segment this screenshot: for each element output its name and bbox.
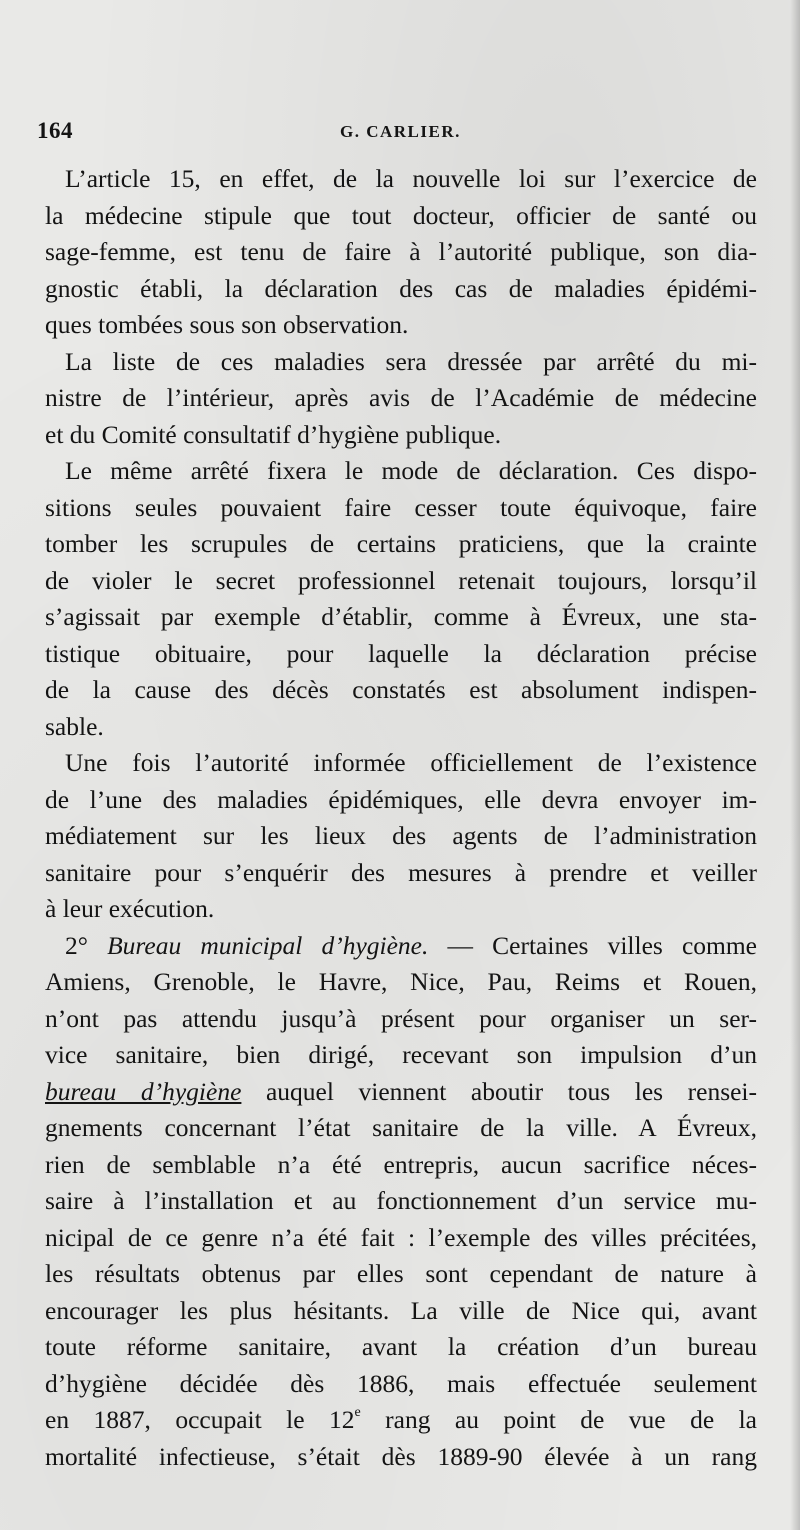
text-line xyxy=(45,1402,757,1439)
section-title: Bureau municipal d’hygiène. xyxy=(107,930,429,960)
text-line: encourager les plus hésitants. La ville de Nice qui, avant xyxy=(45,1295,757,1325)
text-line: mortalité infectieuse, s’était dès 1889-90 élevée à un rang xyxy=(45,1441,757,1471)
page-header xyxy=(37,118,757,148)
text-line: gnostic établi, la déclaration des cas de maladies épidémi- xyxy=(45,273,757,303)
text-line: de violer le secret professionnel retenait toujours, lorsqu’il xyxy=(45,565,757,595)
text-line: vice sanitaire, bien dirigé, recevant son impulsion d’un xyxy=(45,1040,757,1069)
text-line: nistre de l’intérieur, après avis de l’Académie de médecine xyxy=(45,383,757,412)
text-line: à leur exécution. xyxy=(45,894,215,923)
text-line xyxy=(45,1074,757,1111)
text-line: sable. xyxy=(45,711,104,741)
text-line: d’hygiène décidée dès 1886, mais effectuée seulement xyxy=(45,1368,757,1398)
text-line: toute réforme sanitaire, avant la création d’un bureau xyxy=(45,1332,757,1361)
text-line: Le même arrêté fixera le mode de déclaration. Ces dispo- xyxy=(65,456,757,485)
running-head: G. CARLIER. xyxy=(340,122,461,141)
text-line: médiatement sur les lieux des agents de l’administration xyxy=(45,821,757,850)
text-line: sage-femme, est tenu de faire à l’autorité publique, son dia- xyxy=(45,237,757,266)
text-line: les résultats obtenus par elles sont cependant de nature à xyxy=(45,1259,757,1288)
superscript: e xyxy=(354,1405,361,1420)
text-line: gnements concernant l’état sanitaire de la ville. A Évreux, xyxy=(45,1113,757,1142)
text-line: Une fois l’autorité informée officiellement de l’existence xyxy=(65,748,757,777)
section-heading-line xyxy=(45,928,757,965)
text-line: de la cause des décès constatés est absolument indispen- xyxy=(45,675,757,704)
text-line: nicipal de ce genre n’a été fait : l’exemple des villes précitées, xyxy=(45,1222,757,1252)
text-line: sitions seules pouvaient faire cesser toute équivoque, faire xyxy=(45,492,757,522)
text-segment: en 1887, occupait le 12 xyxy=(45,1405,355,1434)
text-line: n’ont pas attendu jusqu’à présent pour organiser un ser- xyxy=(45,1003,757,1033)
text-line: ques tombées sous son observation. xyxy=(45,310,409,339)
text-line: rien de semblable n’a été entrepris, aucun sacrifice néces- xyxy=(45,1149,757,1179)
italic-term: bureau d’hygiène xyxy=(45,1076,242,1106)
text-line: saire à l’installation et au fonctionnement d’un service mu- xyxy=(45,1186,757,1215)
body-text xyxy=(45,161,757,1475)
text-line: Amiens, Grenoble, le Havre, Nice, Pau, Reims et Rouen, xyxy=(45,967,757,996)
text-line: de l’une des maladies épidémiques, elle devra envoyer im- xyxy=(45,784,757,814)
text-line: tistique obituaire, pour laquelle la déclaration précise xyxy=(45,638,757,668)
text-line: La liste de ces maladies sera dressée par arrêté du mi- xyxy=(65,346,757,376)
text-segment: auquel viennent aboutir tous les rensei- xyxy=(241,1076,758,1106)
section-number: 2° xyxy=(65,930,88,960)
text-line: tomber les scrupules de certains praticiens, que la crainte xyxy=(45,529,757,558)
page-edge-shadow xyxy=(790,0,800,1530)
text-line: la médecine stipule que tout docteur, officier de santé ou xyxy=(45,200,757,230)
text-line: et du Comité consultatif d’hygiène publique. xyxy=(45,419,502,449)
text-line: s’agissait par exemple d’établir, comme à Évreux, une sta- xyxy=(45,602,757,631)
text-line: sanitaire pour s’enquérir des mesures à prendre et veiller xyxy=(45,857,757,887)
text-line: L’article 15, en effet, de la nouvelle loi sur l’exercice de xyxy=(65,164,757,193)
page-number: 164 xyxy=(37,118,73,143)
section-lead: — Certaines villes comme xyxy=(428,930,758,960)
text-segment: rang au point de vue de la xyxy=(360,1405,757,1434)
